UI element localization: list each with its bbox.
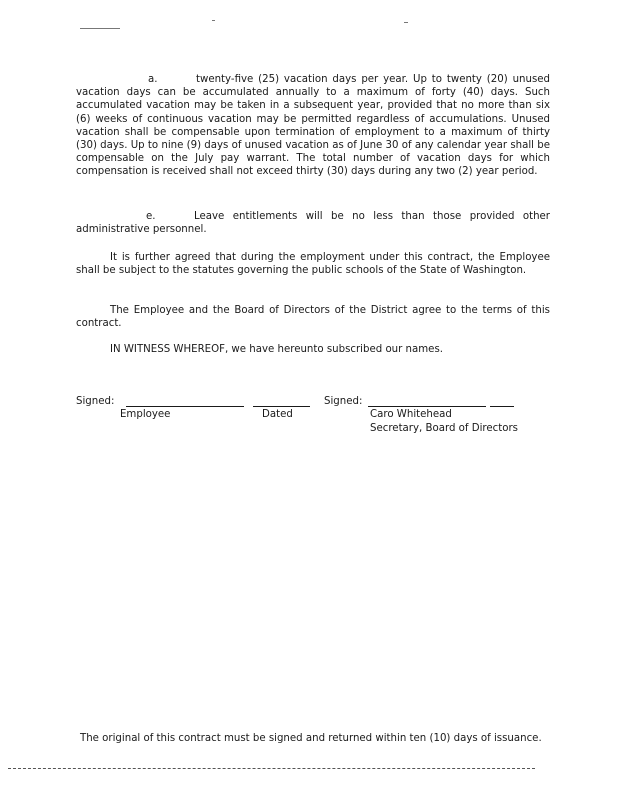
section-e-paragraph	[76, 210, 550, 236]
employee-signature-line	[126, 406, 244, 407]
signature-block	[76, 396, 556, 436]
footer-note: The original of this contract must be signed and returned within ten (10) days of issuance.	[80, 733, 542, 744]
dated-caption: Dated	[262, 409, 293, 420]
witness-text: IN WITNESS WHEREOF, we have hereunto subscribed our names.	[110, 344, 443, 355]
agreement-paragraph	[76, 304, 550, 330]
signed-label-employee: Signed:	[76, 396, 115, 407]
scan-artifact	[404, 22, 408, 23]
section-a-paragraph	[76, 73, 550, 179]
witness-paragraph	[76, 343, 550, 356]
further-agreed-text: It is further agreed that during the employment under this contract, the Employee shall be subject to the statutes governing the public schools of the State of Washington.	[76, 252, 550, 277]
section-a-text: twenty-five (25) vacation days per year. Up to twenty (20) unused vacation days can be accumulated annually to a maximum of forty (40) days. Such accumulated vacation may be taken in a subsequent year, provided that no more than six (6) weeks of continuous vacation may be permitted regardless of accumulations. Unused vacation shall be compensable upon termination of employment to a maximum of thirty (30) days. Up to nine (9) days of unused vacation as of June 30 of any calendar year shall be compensable on the July pay warrant. The total number of vacation days for which compensation is received shall not exceed thirty (30) days during any two (2) year period.	[76, 74, 550, 178]
employee-caption: Employee	[120, 409, 171, 420]
secretary-title: Secretary, Board of Directors	[370, 423, 518, 434]
agreement-text: The Employee and the Board of Directors of the District agree to the terms of this contract.	[76, 305, 550, 330]
secretary-name: Caro Whitehead	[370, 409, 452, 420]
dated-line	[253, 406, 310, 407]
secretary-date-line	[490, 406, 514, 407]
bottom-rule	[8, 768, 535, 769]
secretary-signature-line	[368, 406, 486, 407]
scan-artifact	[80, 28, 120, 29]
scan-artifact	[212, 20, 215, 21]
signed-label-secretary: Signed:	[324, 396, 363, 407]
section-a-label: a.	[148, 74, 158, 85]
section-e-text: Leave entitlements will be no less than those provided other administrative personnel.	[76, 211, 550, 236]
further-agreed-paragraph	[76, 251, 550, 277]
section-e-label: e.	[146, 211, 156, 222]
